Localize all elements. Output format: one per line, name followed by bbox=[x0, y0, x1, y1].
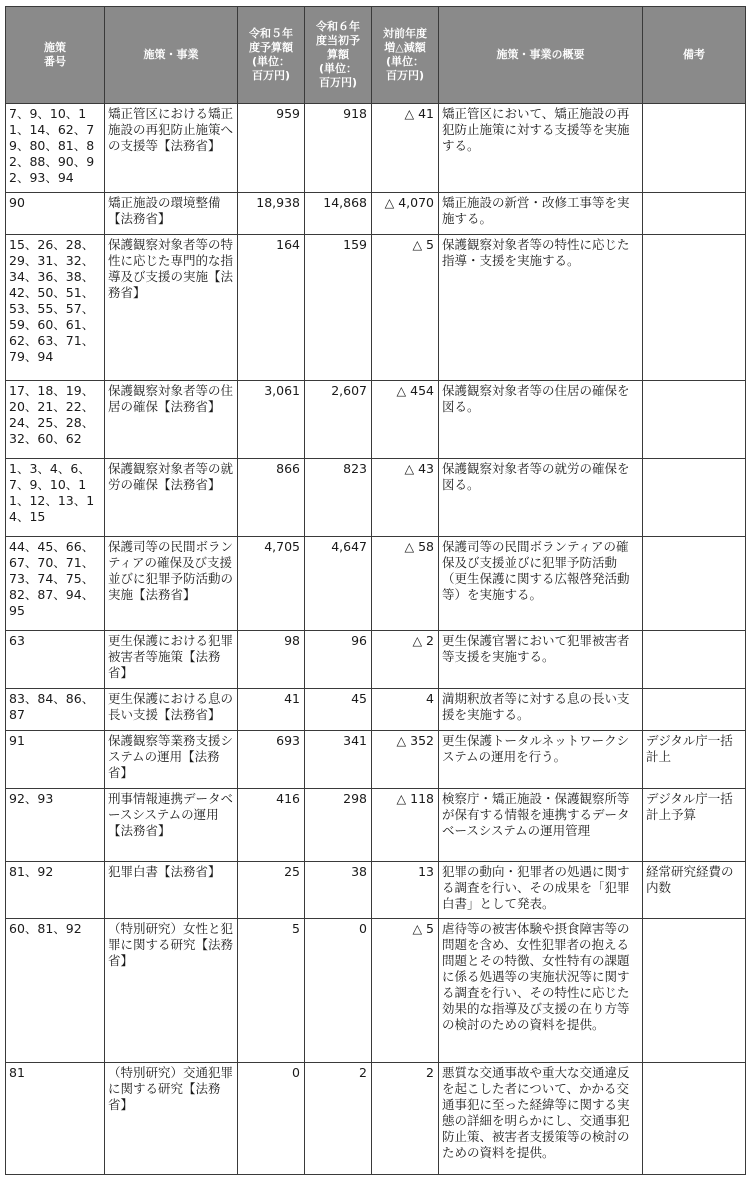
header-budget-r6 bbox=[305, 7, 372, 104]
program-cell: 矯正管区における矯正施設の再犯防止施策への支援等【法務省】 bbox=[105, 104, 238, 193]
budget-r6-cell: 159 bbox=[305, 235, 372, 381]
table-row bbox=[6, 459, 746, 537]
table-row bbox=[6, 1063, 746, 1175]
overview-cell: 虐待等の被害体験や摂食障害等の問題を含め、女性犯罪者の抱える問題とその特徴、女性特有の課題に係る処遇等の実施状況等に関する調査を行い、その特性に応じた効果的な指導及び支援の在り方等の検討のための資料を提供。 bbox=[439, 919, 643, 1063]
table-header bbox=[6, 7, 746, 104]
table-row bbox=[6, 235, 746, 381]
policy-number-cell: 17、18、19、20、21、22、24、25、28、32、60、62 bbox=[6, 381, 105, 459]
header-policy-number bbox=[6, 7, 105, 104]
table-row bbox=[6, 689, 746, 731]
change-cell: 13 bbox=[372, 862, 439, 919]
budget-r5-cell: 416 bbox=[238, 789, 305, 862]
budget-r6-cell: 14,868 bbox=[305, 193, 372, 235]
policy-number-cell: 81 bbox=[6, 1063, 105, 1175]
header-label: 施策・事業 bbox=[143, 48, 199, 61]
policy-number-cell: 81、92 bbox=[6, 862, 105, 919]
remarks-cell bbox=[643, 104, 746, 193]
policy-number-cell: 7、9、10、11、14、62、79、80、81、82、88、90、92、93、94 bbox=[6, 104, 105, 193]
budget-r5-cell: 5 bbox=[238, 919, 305, 1063]
policy-number-cell: 15、26、28、29、31、32、34、36、38、42、50、51、53、55、57、59、60、61、62、63、71、79、94 bbox=[6, 235, 105, 381]
budget-r5-cell: 0 bbox=[238, 1063, 305, 1175]
change-cell: △ 41 bbox=[372, 104, 439, 193]
table-row bbox=[6, 631, 746, 689]
budget-r6-cell: 4,647 bbox=[305, 537, 372, 631]
header-label: 施策 番号 bbox=[44, 41, 66, 68]
budget-r6-cell: 823 bbox=[305, 459, 372, 537]
change-cell: △ 43 bbox=[372, 459, 439, 537]
policy-number-cell: 63 bbox=[6, 631, 105, 689]
budget-r6-cell: 45 bbox=[305, 689, 372, 731]
remarks-cell: デジタル庁一括計上 bbox=[643, 731, 746, 789]
header-label: 施策・事業の概要 bbox=[496, 48, 585, 61]
program-cell: 保護観察対象者等の特性に応じた専門的な指導及び支援の実施【法務省】 bbox=[105, 235, 238, 381]
budget-r5-cell: 164 bbox=[238, 235, 305, 381]
table-row bbox=[6, 919, 746, 1063]
policy-number-cell: 60、81、92 bbox=[6, 919, 105, 1063]
remarks-cell bbox=[643, 381, 746, 459]
header-label: 対前年度 増△減額 (単位： 百万円) bbox=[383, 27, 427, 82]
header-label: 令和６年 度当初予 算額 (単位： 百万円) bbox=[316, 20, 360, 89]
budget-r6-cell: 341 bbox=[305, 731, 372, 789]
overview-cell: 矯正施設の新営・改修工事等を実施する。 bbox=[439, 193, 643, 235]
program-cell: 矯正施設の環境整備【法務省】 bbox=[105, 193, 238, 235]
change-cell: △ 4,070 bbox=[372, 193, 439, 235]
policy-number-cell: 92、93 bbox=[6, 789, 105, 862]
remarks-cell bbox=[643, 537, 746, 631]
policy-number-cell: 44、45、66、67、70、71、73、74、75、82、87、94、95 bbox=[6, 537, 105, 631]
change-cell: 4 bbox=[372, 689, 439, 731]
policy-number-cell: 91 bbox=[6, 731, 105, 789]
header-change bbox=[372, 7, 439, 104]
header-remarks bbox=[643, 7, 746, 104]
change-cell: △ 58 bbox=[372, 537, 439, 631]
program-cell: 刑事情報連携データベースシステムの運用【法務省】 bbox=[105, 789, 238, 862]
program-cell: 犯罪白書【法務省】 bbox=[105, 862, 238, 919]
overview-cell: 矯正管区において、矯正施設の再犯防止施策に対する支援等を実施する。 bbox=[439, 104, 643, 193]
overview-cell: 犯罪の動向・犯罪者の処遇に関する調査を行い、その成果を「犯罪白書」として発表。 bbox=[439, 862, 643, 919]
change-cell: △ 2 bbox=[372, 631, 439, 689]
remarks-cell: 経常研究経費の内数 bbox=[643, 862, 746, 919]
policy-number-cell: 90 bbox=[6, 193, 105, 235]
remarks-cell bbox=[643, 1063, 746, 1175]
budget-r5-cell: 3,061 bbox=[238, 381, 305, 459]
budget-r5-cell: 98 bbox=[238, 631, 305, 689]
header-label: 令和５年 度予算額 (単位： 百万円) bbox=[249, 27, 293, 82]
overview-cell: 更生保護トータルネットワークシステムの運用を行う。 bbox=[439, 731, 643, 789]
header-overview bbox=[439, 7, 643, 104]
budget-r5-cell: 4,705 bbox=[238, 537, 305, 631]
remarks-cell bbox=[643, 919, 746, 1063]
overview-cell: 悪質な交通事故や重大な交通違反を起こした者について、かかる交通事犯に至った経緯等に関する実態の詳細を明らかにし、交通事犯防止策、被害者支援策等の検討のための資料を提供。 bbox=[439, 1063, 643, 1175]
budget-r5-cell: 866 bbox=[238, 459, 305, 537]
remarks-cell bbox=[643, 193, 746, 235]
table-row bbox=[6, 789, 746, 862]
program-cell: 保護観察対象者等の住居の確保【法務省】 bbox=[105, 381, 238, 459]
header-row bbox=[6, 7, 746, 104]
table-row bbox=[6, 537, 746, 631]
policy-number-cell: 1、3、4、6、7、9、10、11、12、13、14、15 bbox=[6, 459, 105, 537]
program-cell: 保護司等の民間ボランティアの確保及び支援並びに犯罪予防活動の実施【法務省】 bbox=[105, 537, 238, 631]
table-row bbox=[6, 193, 746, 235]
table-row bbox=[6, 731, 746, 789]
change-cell: 2 bbox=[372, 1063, 439, 1175]
table-body bbox=[6, 104, 746, 1175]
table-row bbox=[6, 381, 746, 459]
policy-number-cell: 83、84、86、87 bbox=[6, 689, 105, 731]
budget-r5-cell: 959 bbox=[238, 104, 305, 193]
budget-r6-cell: 2,607 bbox=[305, 381, 372, 459]
budget-r5-cell: 41 bbox=[238, 689, 305, 731]
header-budget-r5 bbox=[238, 7, 305, 104]
table-row bbox=[6, 104, 746, 193]
remarks-cell bbox=[643, 459, 746, 537]
overview-cell: 検察庁・矯正施設・保護観察所等が保有する情報を連携するデータベースシステムの運用管理 bbox=[439, 789, 643, 862]
budget-r6-cell: 38 bbox=[305, 862, 372, 919]
budget-r5-cell: 25 bbox=[238, 862, 305, 919]
budget-r6-cell: 918 bbox=[305, 104, 372, 193]
change-cell: △ 5 bbox=[372, 235, 439, 381]
change-cell: △ 352 bbox=[372, 731, 439, 789]
program-cell: （特別研究）交通犯罪に関する研究【法務省】 bbox=[105, 1063, 238, 1175]
program-cell: 保護観察対象者等の就労の確保【法務省】 bbox=[105, 459, 238, 537]
header-label: 備考 bbox=[683, 48, 705, 61]
header-program bbox=[105, 7, 238, 104]
overview-cell: 更生保護官署において犯罪被害者等支援を実施する。 bbox=[439, 631, 643, 689]
program-cell: （特別研究）女性と犯罪に関する研究【法務省】 bbox=[105, 919, 238, 1063]
budget-r6-cell: 96 bbox=[305, 631, 372, 689]
program-cell: 更生保護における犯罪被害者等施策【法務省】 bbox=[105, 631, 238, 689]
table-row bbox=[6, 862, 746, 919]
remarks-cell bbox=[643, 631, 746, 689]
remarks-cell bbox=[643, 689, 746, 731]
program-cell: 更生保護における息の長い支援【法務省】 bbox=[105, 689, 238, 731]
budget-r5-cell: 18,938 bbox=[238, 193, 305, 235]
budget-r6-cell: 0 bbox=[305, 919, 372, 1063]
change-cell: △ 5 bbox=[372, 919, 439, 1063]
change-cell: △ 118 bbox=[372, 789, 439, 862]
budget-table bbox=[5, 6, 746, 1175]
overview-cell: 保護観察対象者等の特性に応じた指導・支援を実施する。 bbox=[439, 235, 643, 381]
overview-cell: 満期釈放者等に対する息の長い支援を実施する。 bbox=[439, 689, 643, 731]
budget-r5-cell: 693 bbox=[238, 731, 305, 789]
budget-r6-cell: 2 bbox=[305, 1063, 372, 1175]
change-cell: △ 454 bbox=[372, 381, 439, 459]
overview-cell: 保護観察対象者等の住居の確保を図る。 bbox=[439, 381, 643, 459]
remarks-cell bbox=[643, 235, 746, 381]
remarks-cell: デジタル庁一括計上予算 bbox=[643, 789, 746, 862]
budget-r6-cell: 298 bbox=[305, 789, 372, 862]
overview-cell: 保護司等の民間ボランティアの確保及び支援並びに犯罪予防活動（更生保護に関する広報啓発活動等）を実施する。 bbox=[439, 537, 643, 631]
program-cell: 保護観察等業務支援システムの運用【法務省】 bbox=[105, 731, 238, 789]
overview-cell: 保護観察対象者等の就労の確保を図る。 bbox=[439, 459, 643, 537]
